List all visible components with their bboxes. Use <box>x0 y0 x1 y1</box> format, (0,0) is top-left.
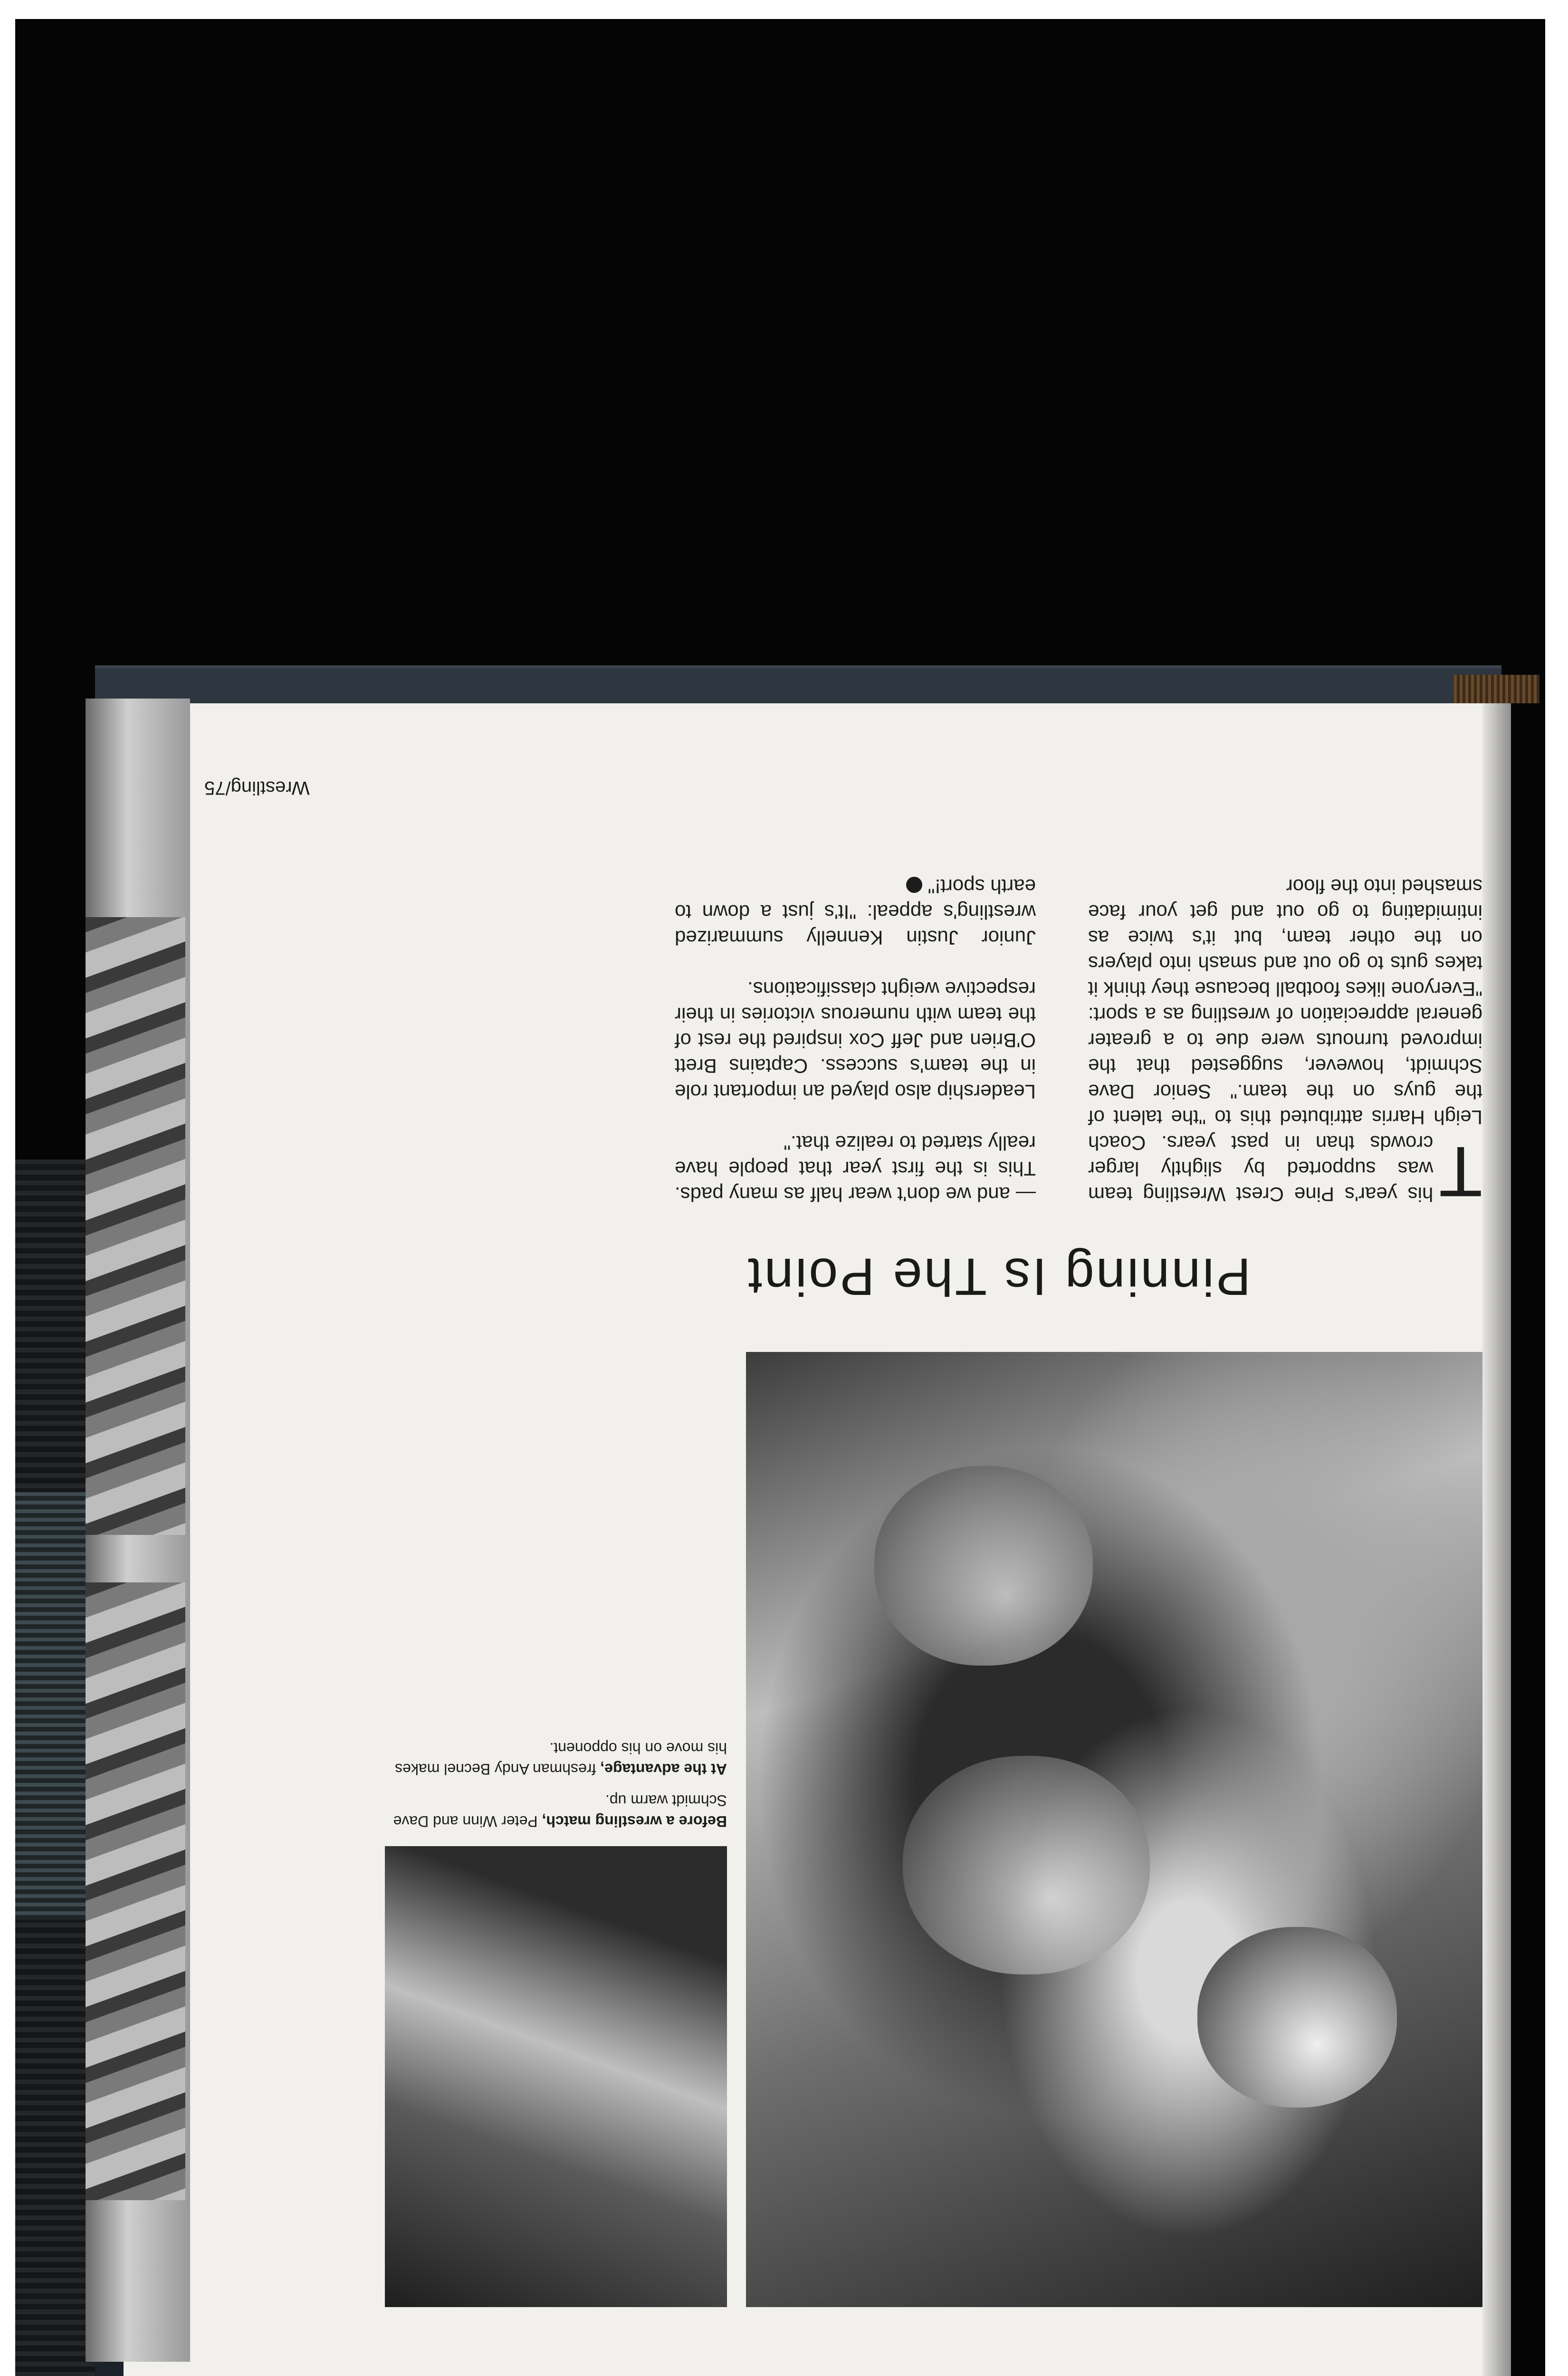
wrestling-photo <box>746 1352 1482 2307</box>
page-gutter <box>1482 703 1511 2376</box>
article-column-left <box>1088 873 1482 1212</box>
page-title: Pinning Is The Point <box>746 1247 1251 1306</box>
article-paragraph-1: — and we don't wear half as many pads. This is the first year that people have really started to realize that." <box>675 1132 1036 1206</box>
end-mark-icon <box>906 877 922 893</box>
facing-page-edge <box>86 699 190 2362</box>
article-paragraph-3: Junior Justin Kennelly summarized wrestling's appeal: "It's just a down to earth sport!" <box>675 875 1036 949</box>
wrestler-head-2 <box>874 1466 1093 1666</box>
page-folio: Wrestling/75 <box>204 777 310 798</box>
drop-cap: T <box>1439 1132 1482 1212</box>
warm-up-photo <box>385 1846 727 2307</box>
cover-fabric-edge <box>1454 675 1539 703</box>
article-column-right <box>675 873 1036 1207</box>
caption-advantage: At the advantage, freshman Andy Becnel makes his move on his opponent. <box>395 1740 727 1778</box>
article-text-left: his year's Pine Crest Wrestling team was supported by slightly larger crowds than in past years. Coach Leigh Harris attributed this to "the talent of the guys on the team." Senior Dave Schmidt, however, suggested that the improved turnouts were due to a greater general appreciation of wrestling as a sport: "Everyone likes football because they think it takes guts to go out and smash into players on the other team, but it's twice as intimidating to go out and get your face smashed into the floor <box>1088 875 1482 1206</box>
yearbook-page <box>124 703 1511 2376</box>
article-paragraph-2: Leadership also played an important role in the team's success. Captains Brett O'Brien and Jeff Cox inspired the rest of the team with numerous victories in their respective weight classifications. <box>675 978 1036 1103</box>
facing-photo-top <box>86 917 185 1535</box>
caption-warm-up: Before a wrestling match, Peter Winn and Dave Schmidt warm up. <box>393 1792 727 1830</box>
facing-photo-bottom <box>86 1582 185 2200</box>
wrestler-back <box>903 1756 1150 1974</box>
wrestler-head <box>1197 1927 1397 2108</box>
